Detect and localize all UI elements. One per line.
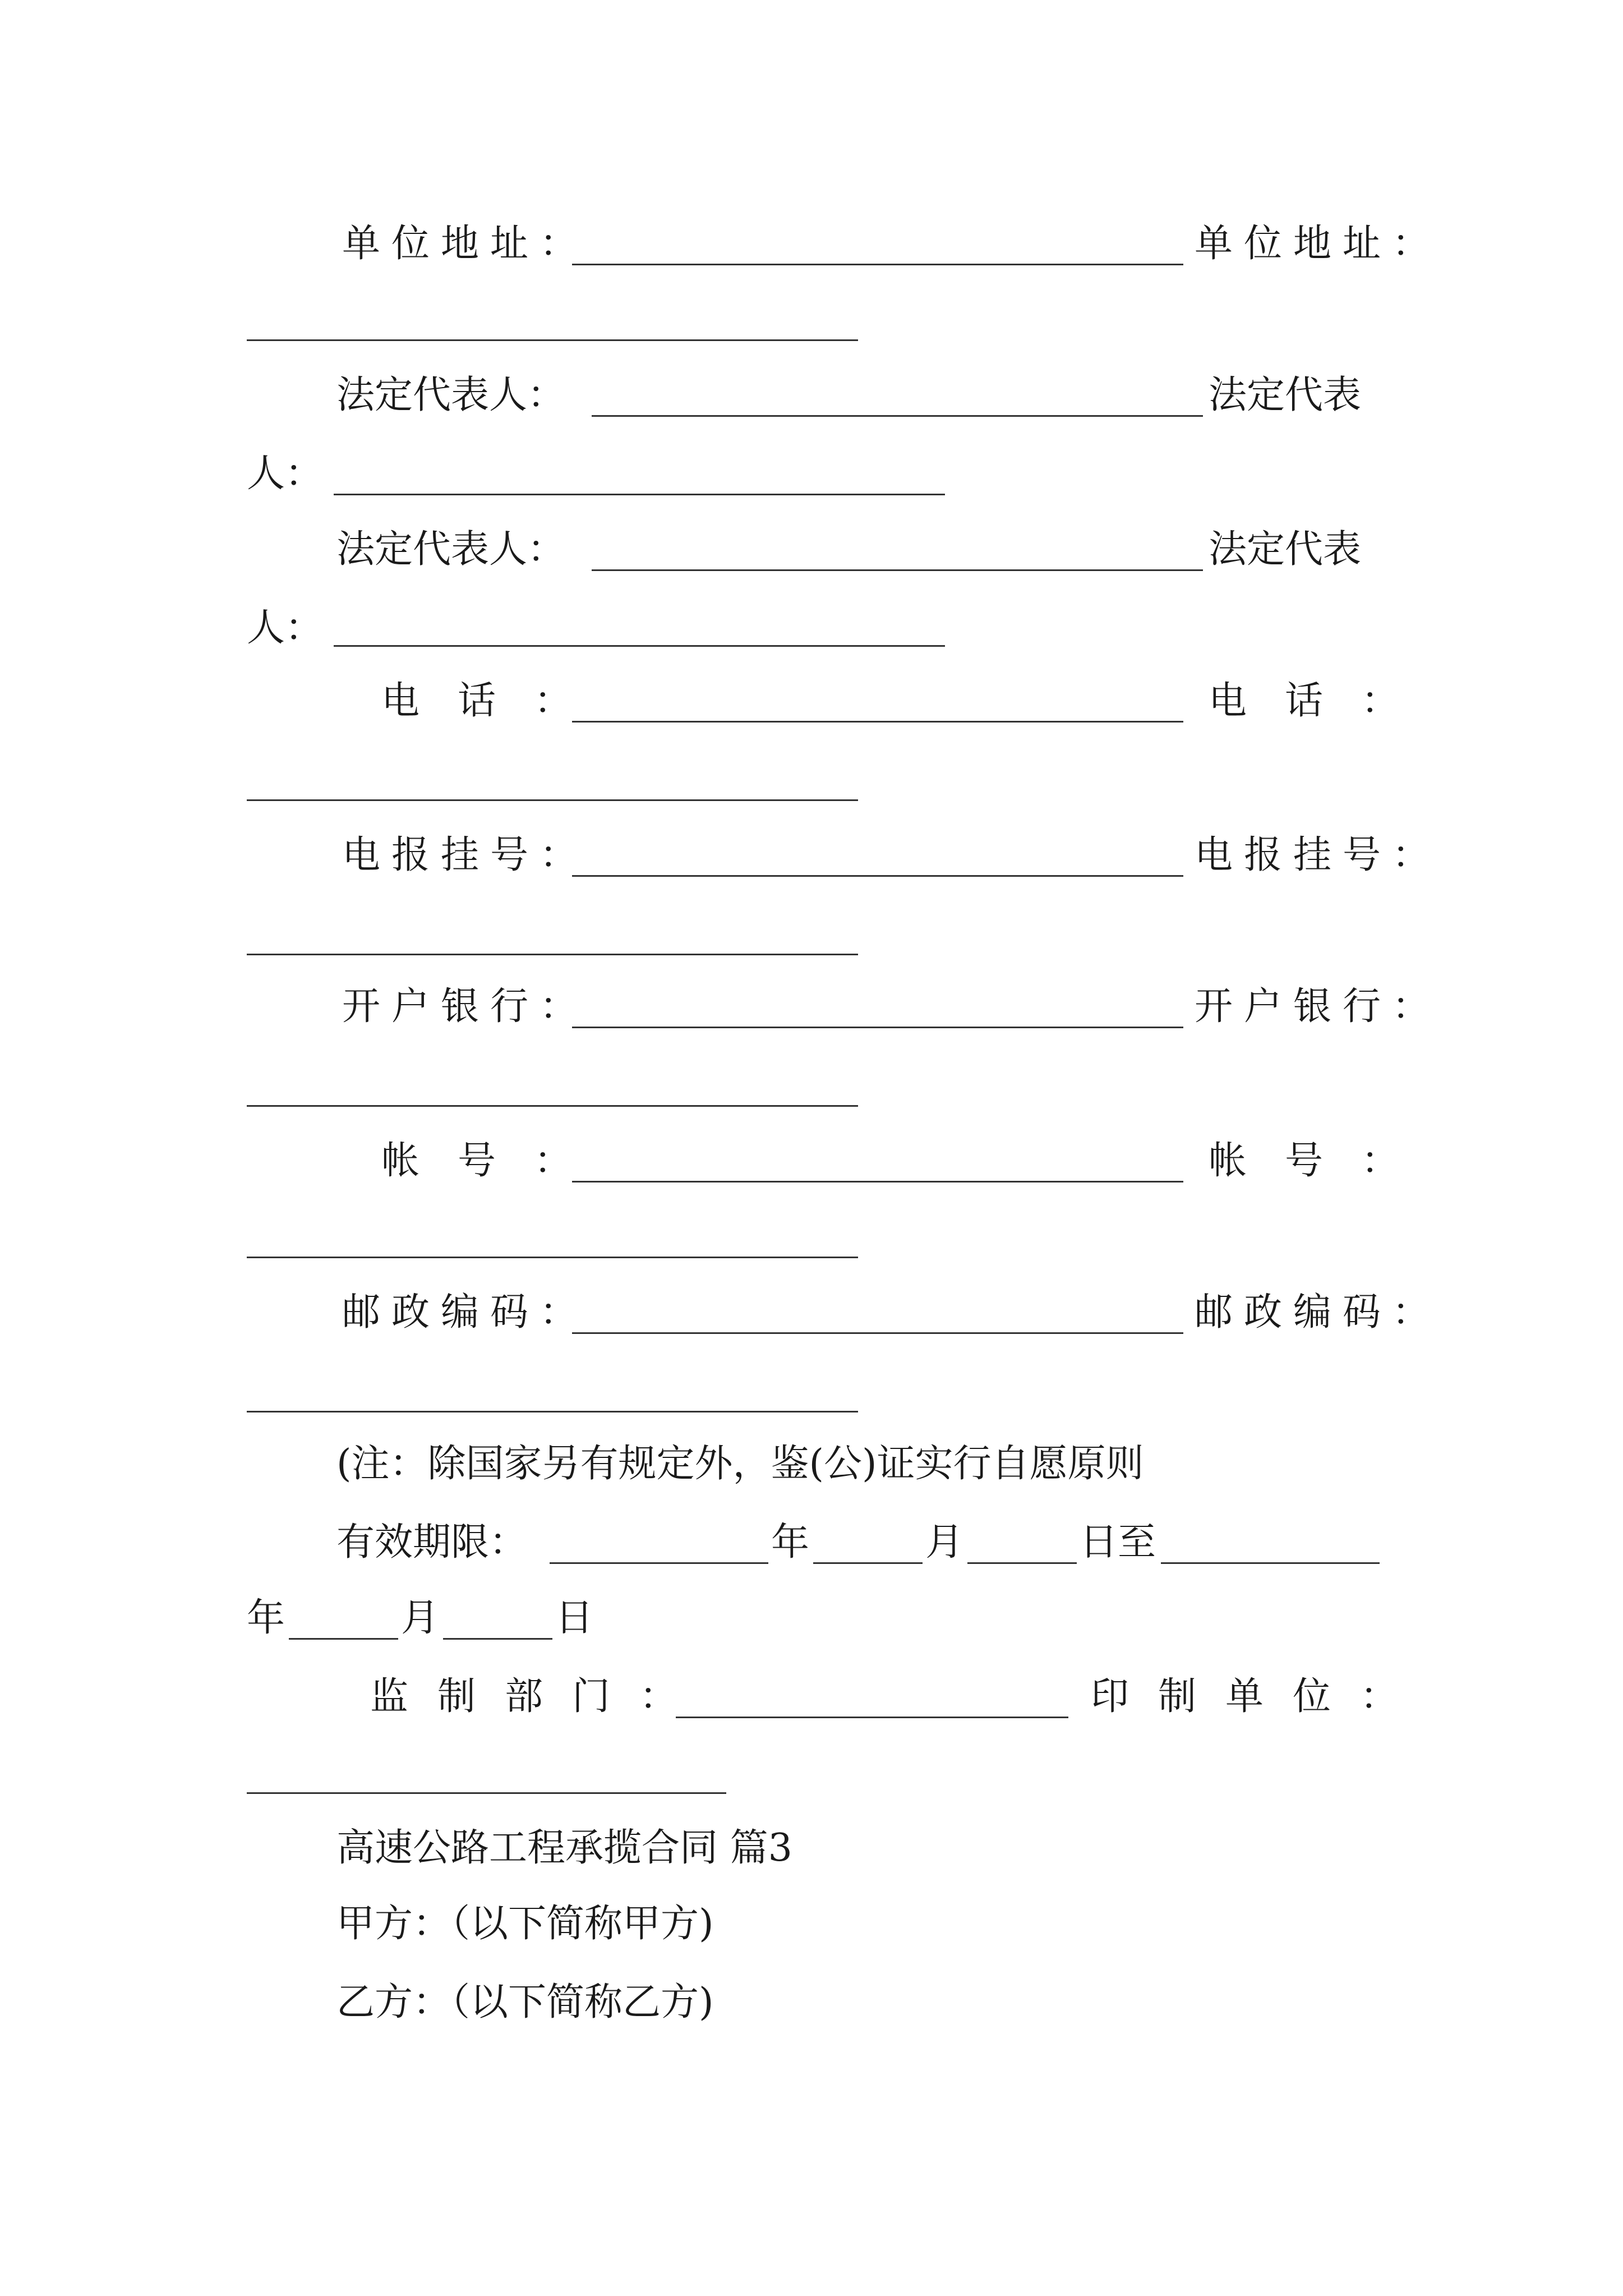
field-label-telegraph-a: 电报挂号：: [342, 833, 589, 877]
blank-line[interactable]: [247, 954, 858, 955]
field-label-legal-rep-b-cont: 人：: [247, 452, 324, 496]
blank-line[interactable]: [592, 569, 1203, 571]
blank-line[interactable]: [572, 875, 1183, 877]
blank-line[interactable]: [572, 1332, 1183, 1334]
blank-line[interactable]: [1161, 1562, 1380, 1564]
validity-month: 月: [925, 1520, 964, 1565]
field-label-bank-b: 开户银行：: [1195, 984, 1442, 1029]
field-label-legal-rep-b: 法定代表: [1209, 527, 1362, 572]
field-label-account-b: 帐号：: [1209, 1139, 1438, 1183]
field-label-phone-a: 电话：: [381, 679, 611, 723]
blank-line[interactable]: [247, 1105, 858, 1107]
blank-line[interactable]: [572, 1181, 1183, 1182]
field-label-legal-rep-b: 法定代表: [1209, 373, 1362, 417]
blank-line[interactable]: [572, 1027, 1183, 1028]
blank-line[interactable]: [572, 264, 1183, 265]
blank-line[interactable]: [247, 1257, 858, 1258]
blank-line[interactable]: [247, 799, 858, 801]
party-a-line: 甲方：（以下简称甲方): [336, 1902, 714, 1946]
blank-line[interactable]: [289, 1638, 398, 1640]
supervisor-label: 监制部门：: [370, 1674, 707, 1719]
blank-line[interactable]: [334, 645, 945, 647]
blank-line[interactable]: [247, 339, 858, 341]
field-label-postcode-b: 邮政编码：: [1195, 1290, 1442, 1335]
field-label-address-b: 单位地址：: [1195, 222, 1442, 266]
validity-label: 有效期限：: [336, 1520, 528, 1565]
field-label-legal-rep-b-cont: 人：: [247, 606, 324, 650]
blank-line[interactable]: [550, 1562, 768, 1564]
validity-day-to: 日至: [1080, 1520, 1156, 1565]
validity-year2: 年: [247, 1596, 285, 1640]
blank-line[interactable]: [676, 1717, 1068, 1718]
field-label-legal-rep-a: 法定代表人：: [336, 527, 566, 572]
note-text: (注：除国家另有规定外，鉴(公)证实行自愿原则: [336, 1442, 1144, 1486]
section-title: 高速公路工程承揽合同 篇3: [336, 1826, 792, 1870]
field-label-legal-rep-a: 法定代表人：: [336, 373, 566, 417]
blank-line[interactable]: [247, 1792, 726, 1794]
validity-day2: 日: [555, 1596, 594, 1640]
field-label-bank-a: 开户银行：: [342, 984, 589, 1029]
blank-line[interactable]: [443, 1638, 552, 1640]
blank-line[interactable]: [592, 415, 1203, 417]
blank-line[interactable]: [813, 1562, 923, 1564]
party-b-line: 乙方：（以下简称乙方): [336, 1980, 714, 2024]
field-label-telegraph-b: 电报挂号：: [1195, 833, 1442, 877]
blank-line[interactable]: [572, 721, 1183, 723]
validity-year: 年: [771, 1520, 810, 1565]
blank-line[interactable]: [334, 494, 945, 495]
validity-month2: 月: [401, 1596, 440, 1640]
printer-label: 印制单位：: [1091, 1674, 1428, 1719]
blank-line[interactable]: [967, 1562, 1077, 1564]
field-label-phone-b: 电话：: [1209, 679, 1438, 723]
field-label-postcode-a: 邮政编码：: [342, 1290, 589, 1335]
field-label-address-a: 单位地址：: [342, 222, 589, 266]
field-label-account-a: 帐号：: [381, 1139, 611, 1183]
blank-line[interactable]: [247, 1411, 858, 1412]
